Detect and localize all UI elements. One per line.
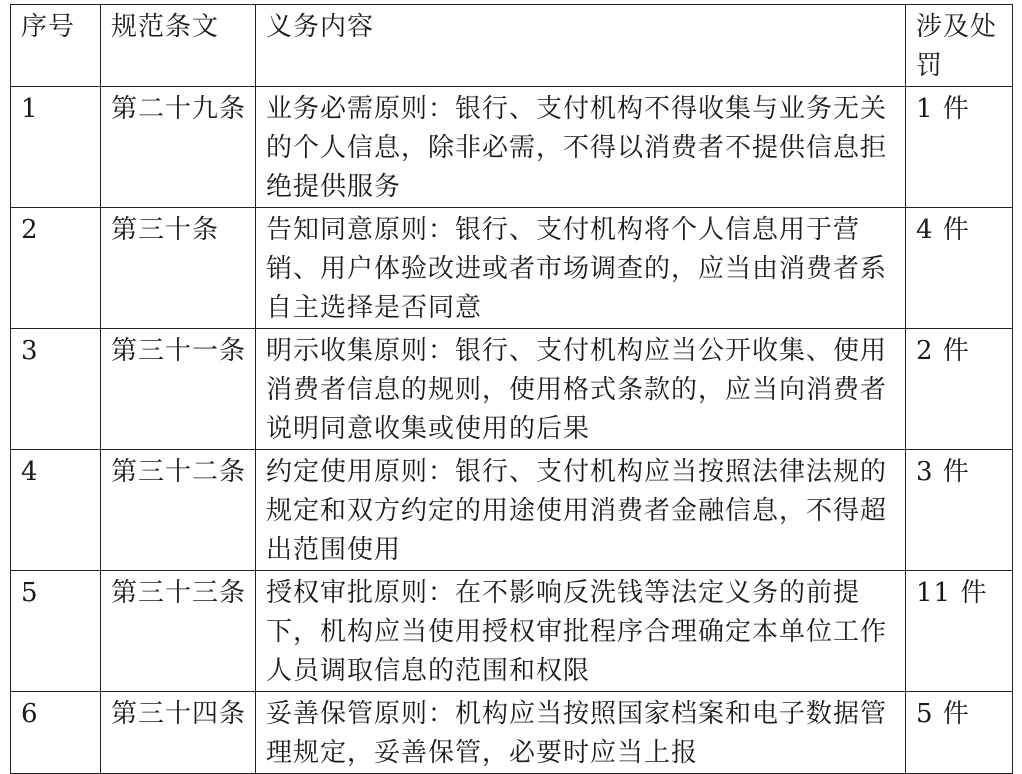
- row-penalty: 3 件: [906, 450, 1013, 571]
- table-row: [11, 450, 1013, 571]
- table-row: [11, 692, 1013, 774]
- row-penalty: 5 件: [906, 692, 1013, 774]
- row-no: 5: [11, 571, 101, 692]
- row-article: 第三十四条: [101, 692, 256, 774]
- row-content: 授权审批原则：在不影响反洗钱等法定义务的前提下，机构应当使用授权审批程序合理确定本单位工作人员调取信息的范围和权限: [256, 571, 906, 692]
- row-no: 6: [11, 692, 101, 774]
- row-content: 明示收集原则：银行、支付机构应当公开收集、使用消费者信息的规则，使用格式条款的，应当向消费者说明同意收集或使用的后果: [256, 329, 906, 450]
- table-header-row: [11, 5, 1013, 87]
- row-no: 3: [11, 329, 101, 450]
- row-penalty: 2 件: [906, 329, 1013, 450]
- row-article: 第三十二条: [101, 450, 256, 571]
- row-content: 告知同意原则：银行、支付机构将个人信息用于营销、用户体验改进或者市场调查的，应当由消费者系自主选择是否同意: [256, 208, 906, 329]
- row-article: 第三十一条: [101, 329, 256, 450]
- header-article: 规范条文: [101, 5, 256, 87]
- row-content: 约定使用原则：银行、支付机构应当按照法律法规的规定和双方约定的用途使用消费者金融信息，不得超出范围使用: [256, 450, 906, 571]
- row-penalty: 4 件: [906, 208, 1013, 329]
- row-penalty: 1 件: [906, 87, 1013, 208]
- row-no: 2: [11, 208, 101, 329]
- table-row: [11, 87, 1013, 208]
- row-article: 第二十九条: [101, 87, 256, 208]
- header-content: 义务内容: [256, 5, 906, 87]
- row-article: 第三十条: [101, 208, 256, 329]
- header-penalty: 涉及处罚: [906, 5, 1013, 87]
- obligations-table: [10, 4, 1013, 774]
- row-penalty: 11 件: [906, 571, 1013, 692]
- table-row: [11, 571, 1013, 692]
- row-no: 1: [11, 87, 101, 208]
- table-row: [11, 208, 1013, 329]
- row-content: 业务必需原则：银行、支付机构不得收集与业务无关的个人信息，除非必需，不得以消费者不提供信息拒绝提供服务: [256, 87, 906, 208]
- row-article: 第三十三条: [101, 571, 256, 692]
- row-no: 4: [11, 450, 101, 571]
- table-row: [11, 329, 1013, 450]
- header-no: 序号: [11, 5, 101, 87]
- row-content: 妥善保管原则：机构应当按照国家档案和电子数据管理规定，妥善保管，必要时应当上报: [256, 692, 906, 774]
